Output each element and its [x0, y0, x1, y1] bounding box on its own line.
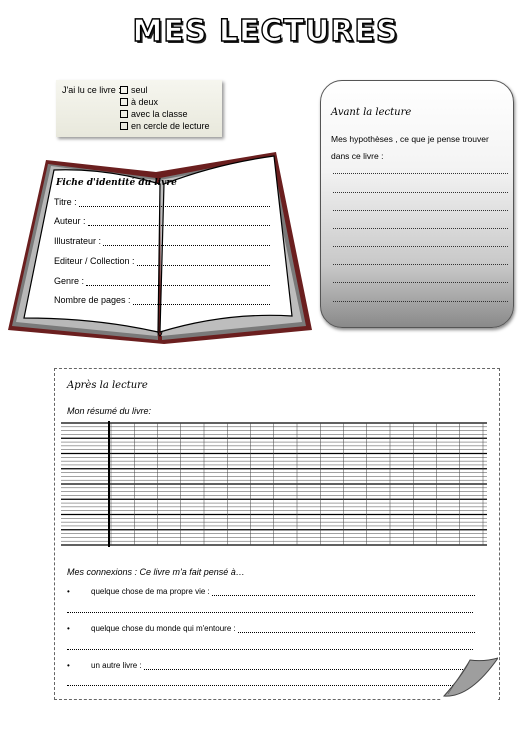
- write-line[interactable]: [333, 210, 508, 211]
- field-titre[interactable]: Titre :: [54, 197, 270, 207]
- write-line[interactable]: [333, 282, 508, 283]
- apres-lecture-panel: [54, 368, 500, 700]
- read-with-box: [56, 80, 222, 137]
- connexion-monde[interactable]: • quelque chose du monde qui m'entoure :: [67, 624, 475, 633]
- bullet-icon: •: [67, 661, 70, 670]
- write-line[interactable]: [333, 246, 508, 247]
- read-option-cercle[interactable]: en cercle de lecture: [120, 120, 210, 132]
- avant-title: Avant la lecture: [331, 107, 412, 118]
- checkbox-icon[interactable]: [120, 86, 128, 94]
- write-line[interactable]: [333, 192, 508, 193]
- bullet-icon: •: [67, 624, 70, 633]
- connexions-label: Mes connexions : Ce livre m'a fait pensé à…: [67, 567, 245, 577]
- avant-text: Mes hypothèses , ce que je pense trouver dans ce livre :: [331, 134, 489, 161]
- bullet-icon: •: [67, 587, 70, 596]
- field-nombre-pages[interactable]: Nombre de pages :: [54, 295, 270, 305]
- field-auteur[interactable]: Auteur :: [54, 216, 270, 226]
- checkbox-icon[interactable]: [120, 110, 128, 118]
- field-genre[interactable]: Genre :: [54, 276, 270, 286]
- writing-grid[interactable]: [61, 421, 487, 547]
- write-line[interactable]: [333, 228, 508, 229]
- field-editeur[interactable]: Editeur / Collection :: [54, 256, 270, 266]
- write-line[interactable]: [333, 301, 508, 302]
- connexion-livre[interactable]: • un autre livre :: [67, 661, 475, 670]
- write-line[interactable]: [67, 612, 473, 613]
- page-curl-icon: [440, 656, 498, 700]
- apres-title: Après la lecture: [67, 380, 148, 391]
- page-title: MES LECTURES: [132, 14, 399, 49]
- read-option-classe[interactable]: avec la classe: [120, 108, 210, 120]
- write-line[interactable]: [333, 264, 508, 265]
- connexion-vie[interactable]: • quelque chose de ma propre vie :: [67, 587, 475, 596]
- fiche-title: Fiche d'identité du livre: [56, 178, 177, 188]
- checkbox-icon[interactable]: [120, 122, 128, 130]
- write-line[interactable]: [333, 173, 508, 174]
- read-option-a-deux[interactable]: à deux: [120, 96, 210, 108]
- field-illustrateur[interactable]: Illustrateur :: [54, 236, 270, 246]
- write-line[interactable]: [67, 685, 473, 686]
- resume-label: Mon résumé du livre:: [67, 406, 152, 416]
- avant-lecture-panel: [320, 80, 514, 328]
- checkbox-icon[interactable]: [120, 98, 128, 106]
- write-line[interactable]: [67, 649, 473, 650]
- read-with-label: J'ai lu ce livre :: [62, 85, 121, 95]
- read-option-seul[interactable]: seul: [120, 84, 210, 96]
